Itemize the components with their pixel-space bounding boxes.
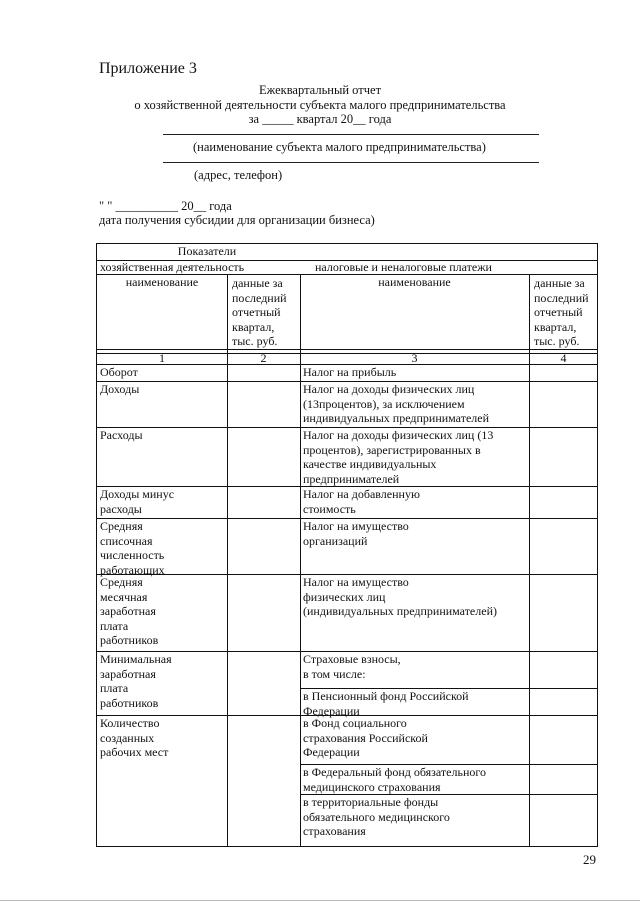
left-row-label: плата xyxy=(100,681,129,695)
right-row-label: процентов), зарегистрированных в xyxy=(303,442,481,457)
row-divider xyxy=(97,486,300,487)
header-data-left-line: последний xyxy=(232,290,287,305)
left-row-label: Расходы xyxy=(100,428,143,442)
left-row-label: Доходы xyxy=(100,382,140,396)
appendix-label: Приложение 3 xyxy=(99,60,197,77)
header-data-right-line: данные за xyxy=(534,276,585,290)
right-row-label: Налог на добавленную xyxy=(303,487,420,501)
page-bottom-rule xyxy=(0,900,640,901)
left-row-label: Средняя xyxy=(100,519,143,533)
row-divider xyxy=(300,574,598,575)
header-indicators: Показатели xyxy=(177,244,237,258)
right-row-label: Страховые взносы, xyxy=(303,652,401,666)
column-divider xyxy=(529,274,530,847)
right-row-label: организаций xyxy=(303,533,368,548)
left-row-label: работников xyxy=(100,633,159,647)
left-row-label: созданных xyxy=(100,730,155,745)
right-row-label: предпринимателей xyxy=(303,471,400,486)
column-divider xyxy=(300,274,301,847)
right-row-label: медицинского страхования xyxy=(303,779,441,794)
left-row-label: работающих xyxy=(100,562,165,577)
row-divider xyxy=(300,764,598,765)
left-row-label: рабочих мест xyxy=(100,745,169,759)
header-tax-payments: налоговые и неналоговые платежи xyxy=(315,260,492,274)
header-data-left-line: квартал, xyxy=(232,319,275,334)
header-name-left: наименование xyxy=(125,275,199,289)
address-underline xyxy=(163,162,539,163)
header-data-left-line: отчетный xyxy=(232,305,281,319)
row-divider xyxy=(97,427,300,428)
date-caption: дата получения субсидии для организации бизнеса) xyxy=(99,213,375,227)
right-row-label: Федерации xyxy=(303,745,360,759)
report-period: за _____ квартал 20__ года xyxy=(248,112,392,126)
name-underline xyxy=(163,134,539,135)
left-row-label: Доходы минус xyxy=(100,487,175,501)
right-row-label: в Пенсионный фонд Российской xyxy=(303,689,469,703)
row-divider xyxy=(97,518,300,519)
header-data-right-line: тыс. руб. xyxy=(534,334,580,348)
right-row-label: в Федеральный фонд обязательного xyxy=(303,765,487,779)
left-row-label: заработная xyxy=(100,604,156,618)
row-divider xyxy=(300,794,598,795)
header-data-right-line: последний xyxy=(534,290,589,305)
column-number: 3 xyxy=(411,351,418,365)
left-row-label: численность xyxy=(100,548,165,562)
row-divider xyxy=(97,574,300,575)
left-row-label: месячная xyxy=(100,589,148,604)
right-row-label: Налог на прибыль xyxy=(303,365,397,379)
header-name-right: наименование xyxy=(378,275,451,289)
right-row-label: в Фонд социального xyxy=(303,716,407,730)
right-row-label: Налог на имущество xyxy=(303,519,409,533)
right-row-label: Налог на имущество xyxy=(303,575,409,589)
column-number: 4 xyxy=(560,351,567,365)
name-caption: (наименование субъекта малого предпринимательства) xyxy=(193,140,486,154)
page-number: 29 xyxy=(583,852,596,867)
row-divider xyxy=(97,715,300,716)
header-data-left-line: тыс. руб. xyxy=(232,334,278,348)
right-row-label: в том числе: xyxy=(303,666,366,681)
left-row-label: работников xyxy=(100,695,159,710)
left-row-label: Средняя xyxy=(100,575,143,589)
row-divider xyxy=(300,688,598,689)
report-table xyxy=(96,243,598,847)
column-number: 2 xyxy=(260,351,267,365)
row-divider xyxy=(300,486,598,487)
column-divider xyxy=(227,274,228,847)
right-row-label: Налог на доходы физических лиц (13 xyxy=(303,428,494,442)
left-row-label: Минимальная xyxy=(100,652,172,666)
column-number: 1 xyxy=(159,351,165,365)
right-row-label: Налог на доходы физических лиц xyxy=(303,382,475,396)
header-economic-activity: хозяйственная деятельность xyxy=(100,260,245,274)
left-row-label: Количество xyxy=(100,716,160,730)
right-row-label: качестве индивидуальных xyxy=(303,457,437,471)
left-row-label: заработная xyxy=(100,666,156,681)
row-divider xyxy=(300,518,598,519)
row-divider xyxy=(300,381,598,382)
row-divider xyxy=(97,651,300,652)
right-row-label: физических лиц xyxy=(303,589,386,604)
right-row-label: (индивидуальных предпринимателей) xyxy=(303,604,497,618)
right-row-label: страхования Российской xyxy=(303,730,428,745)
right-row-label: обязательного медицинского xyxy=(303,809,450,824)
left-row-label: списочная xyxy=(100,533,153,548)
row-divider xyxy=(300,651,598,652)
header-data-right-line: квартал, xyxy=(534,319,577,334)
row-divider xyxy=(97,381,300,382)
report-subtitle: о хозяйственной деятельности субъекта малого предпринимательства xyxy=(134,98,506,112)
header-data-right-line: отчетный xyxy=(534,305,583,319)
row-divider xyxy=(300,715,598,716)
date-line: " " __________ 20__ года xyxy=(99,199,232,213)
right-row-label: (13процентов), за исключением xyxy=(303,396,465,411)
address-caption: (адрес, телефон) xyxy=(194,168,283,182)
right-row-label: индивидуальных предпринимателей xyxy=(303,411,489,425)
right-row-label: в территориальные фонды xyxy=(303,795,439,809)
left-row-label: расходы xyxy=(100,501,142,516)
right-row-label: стоимость xyxy=(303,501,356,516)
right-row-label: страхования xyxy=(303,824,366,838)
report-title: Ежеквартальный отчет xyxy=(258,83,382,97)
header-data-left-line: данные за xyxy=(232,276,283,290)
row-divider xyxy=(300,427,598,428)
left-row-label: Оборот xyxy=(100,365,138,379)
left-row-label: плата xyxy=(100,618,129,633)
right-row-label: Федерации xyxy=(303,703,360,718)
